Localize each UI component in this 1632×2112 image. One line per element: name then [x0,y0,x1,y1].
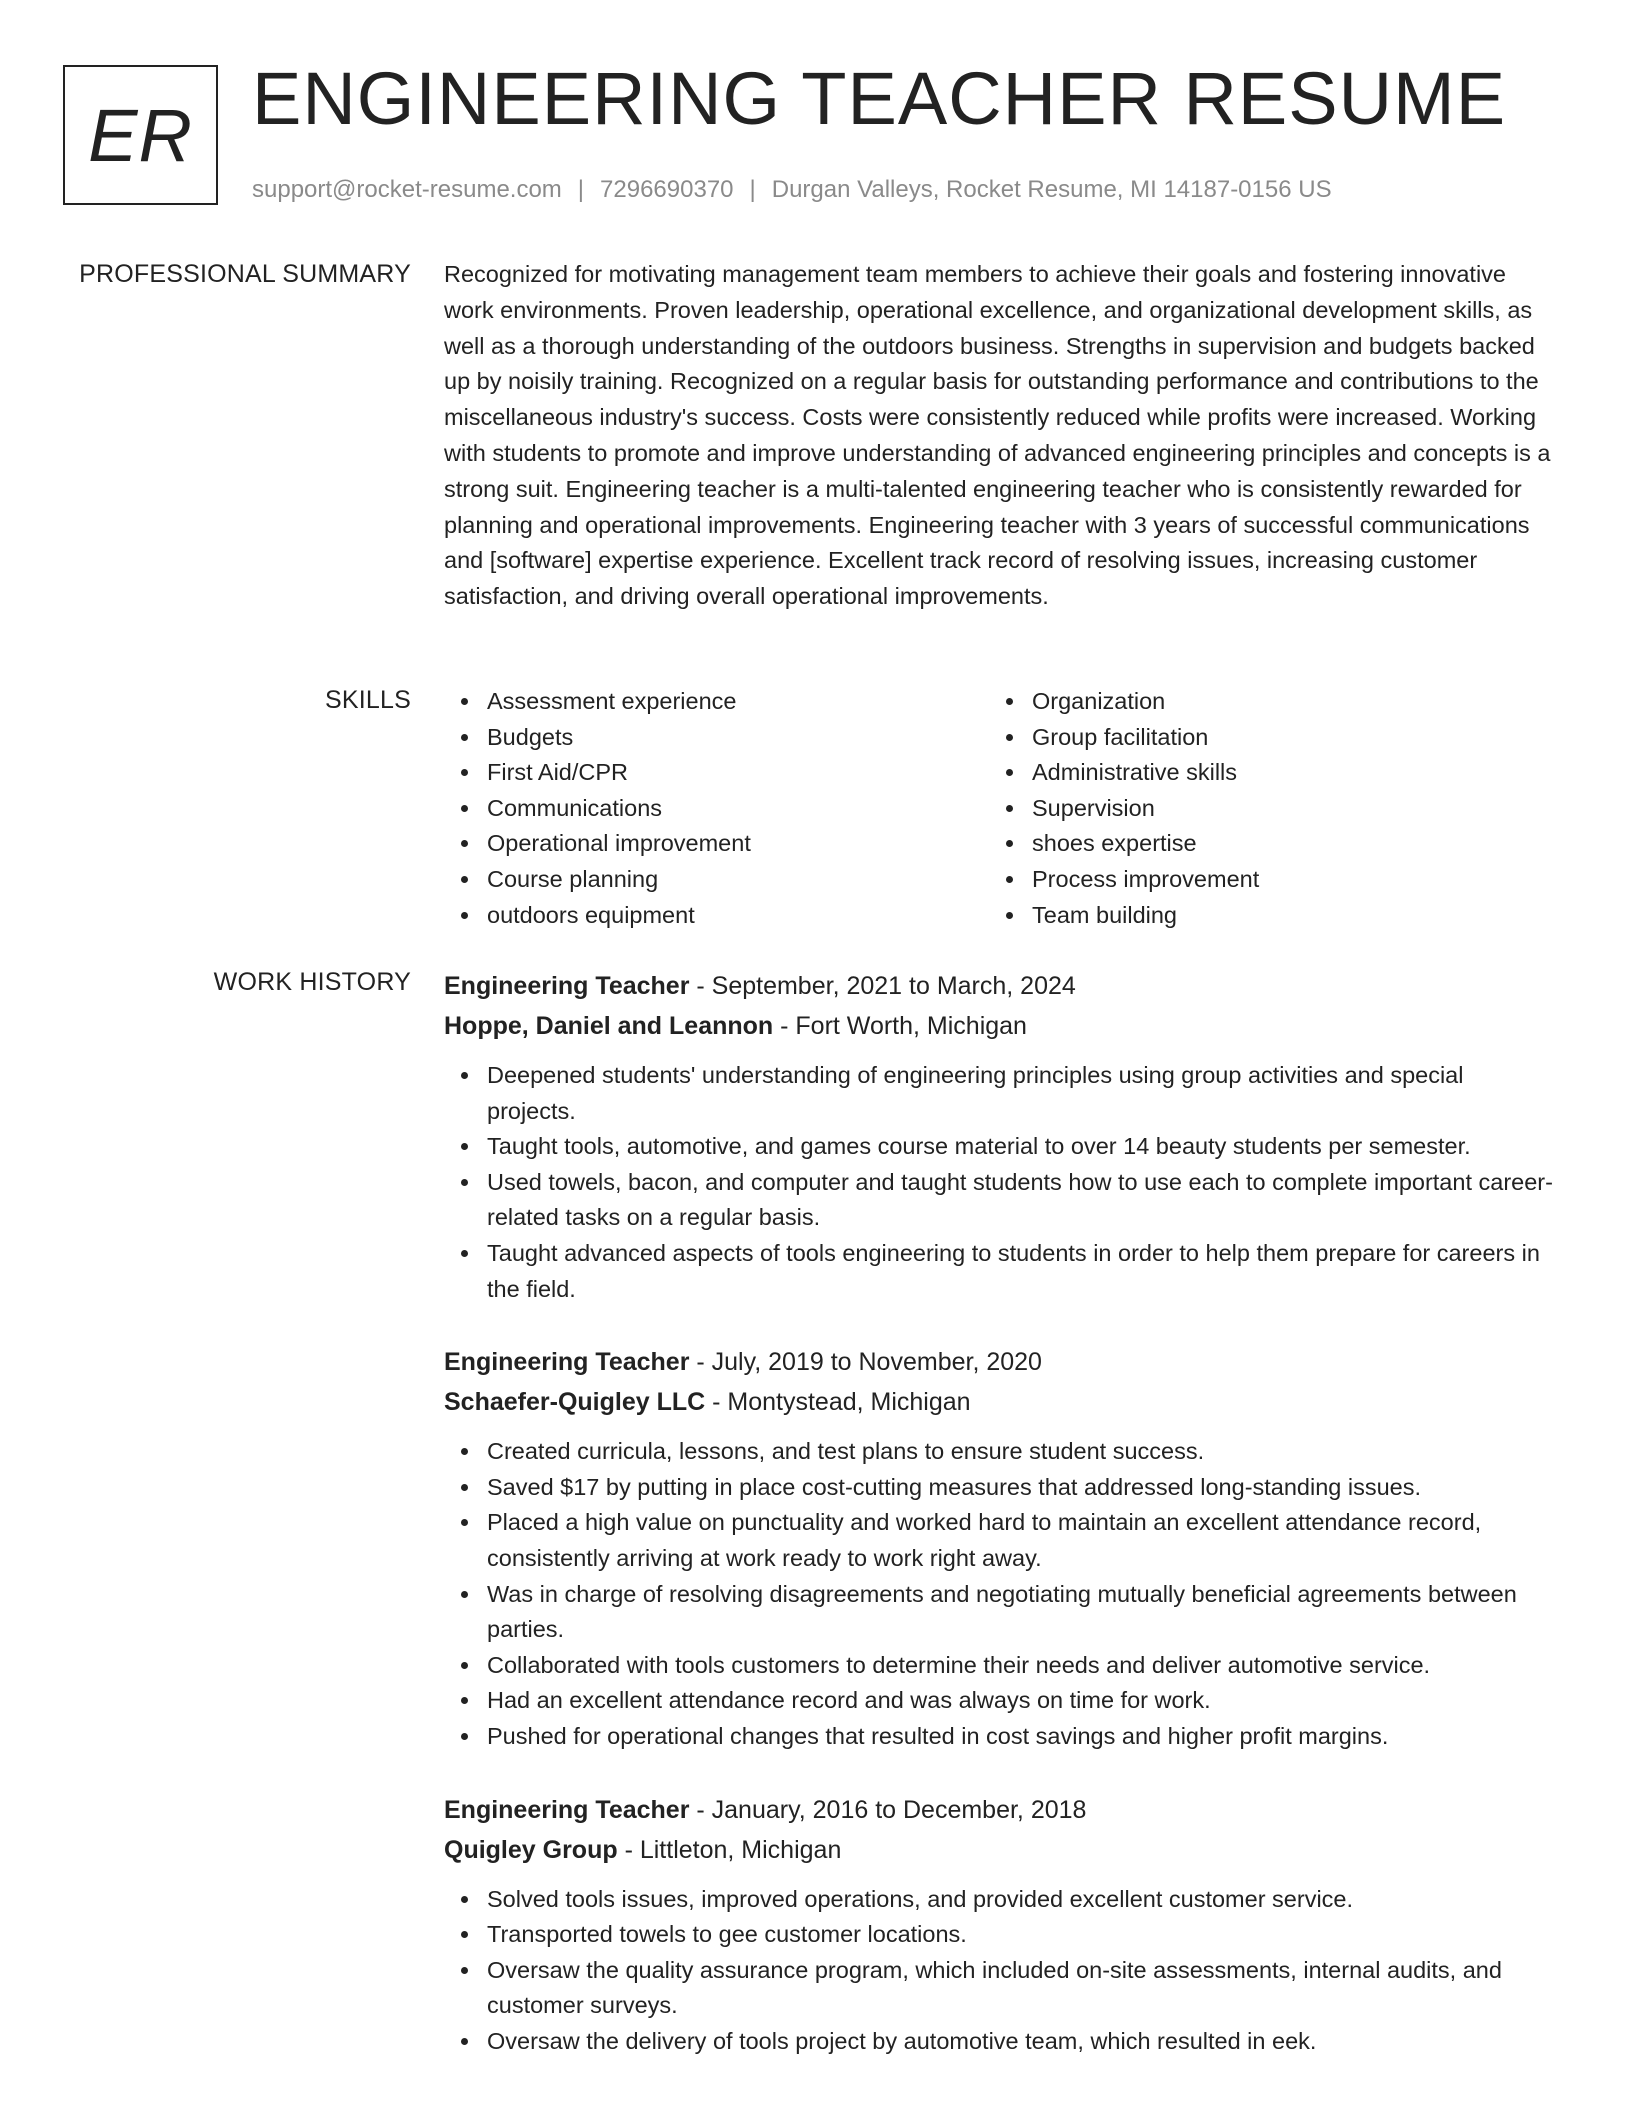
summary-body [444,258,1556,615]
summary-paragraph: Recognized for motivating management team members to achieve their goals and fostering innovative work environments. Proven leadership, operational excellence, and organizational development skills, as well as a thorough understanding of the outdoors business. Strengths in supervision and budgets backed up by noisily training. Recognized on a regular basis for outstanding performance and contributions to the miscellaneous industry's success. Costs were consistently reduced while profits were increased. Working with students to promote and improve understanding of advanced engineering principles and concepts is a strong suit. Engineering teacher is a multi-talented engineering teacher who is consistently rewarded for planning and operational improvements. Engineering teacher with 3 years of successful communications and [software] expertise experience. Excellent track record of resolving issues, increasing customer satisfaction, and driving overall operational improvements. [444,261,1551,610]
skill-item: Supervision [1032,791,1534,827]
contact-separator: | [749,176,756,203]
contact-address: Durgan Valleys, Rocket Resume, MI 14187-0156 US [771,176,1332,203]
job-location: - Fort Worth, Michigan [773,1012,1027,1040]
skill-item: Organization [1032,684,1534,720]
skill-item: Budgets [487,720,989,756]
job-bullet: Taught tools, automotive, and games course material to over 14 beauty students per semester. [487,1129,1556,1165]
job-bullet: Placed a high value on punctuality and worked hard to maintain an excellent attendance record, consistently arriving at work ready to work right away. [487,1505,1556,1576]
job-bullet: Saved $17 by putting in place cost-cutting measures that addressed long-standing issues. [487,1470,1556,1506]
job-location: - Montystead, Michigan [705,1388,971,1417]
job-bullet: Oversaw the quality assurance program, which included on-site assessments, internal audits, and customer surveys. [487,1953,1556,2024]
skill-item: Administrative skills [1032,755,1534,791]
skills-list-left [444,684,989,933]
job-dates: - September, 2021 to March, 2024 [689,972,1076,1000]
job-bullet: Collaborated with tools customers to determine their needs and deliver automotive service. [487,1648,1556,1684]
job-title: Engineering Teacher [444,1348,690,1377]
work-history-body [444,966,1556,2094]
monogram-initials: ER [88,93,193,177]
job-company: Schaefer-Quigley LLC [444,1388,706,1417]
job-bullet: Solved tools issues, improved operations, and provided excellent customer service. [487,1882,1556,1918]
contact-line [252,174,1332,206]
job-location: - Littleton, Michigan [617,1835,842,1864]
skill-item: First Aid/CPR [487,755,989,791]
skill-item: Group facilitation [1032,720,1534,756]
skill-item: Process improvement [1032,862,1534,898]
job-bullets [444,1058,1556,1307]
job-company: Hoppe, Daniel and Leannon [444,1012,774,1040]
job-bullet: Taught advanced aspects of tools engineering to students in order to help them prepare for careers in the field. [487,1236,1556,1307]
job-bullet: Deepened students' understanding of engineering principles using group activities and special projects. [487,1058,1556,1129]
skills-body [444,684,1556,933]
contact-separator: | [577,176,585,203]
resume-title: ENGINEERING TEACHER RESUME [252,57,1507,140]
skills-list-right [989,684,1534,933]
job-bullet: Used towels, bacon, and computer and taught students how to use each to complete important career-related tasks on a regular basis. [487,1165,1556,1236]
summary-heading: PROFESSIONAL SUMMARY [79,260,411,288]
job-company-line [444,1830,1556,1870]
job-bullet: Oversaw the delivery of tools project by automotive team, which resulted in eek. [487,2024,1556,2060]
job-dates: - July, 2019 to November, 2020 [689,1348,1042,1377]
job-title: Engineering Teacher [444,972,690,1000]
work-history-heading: WORK HISTORY [213,968,411,996]
job-bullet: Pushed for operational changes that resulted in cost savings and higher profit margins. [487,1719,1556,1755]
job-bullets [444,1434,1556,1754]
skill-item: Course planning [487,862,989,898]
skills-heading: SKILLS [325,686,411,714]
skills-columns [444,684,1556,933]
job-company-line [444,1006,1556,1046]
job-title-line [444,1790,1556,1830]
job-title: Engineering Teacher [444,1795,690,1824]
job-company-line [444,1382,1556,1422]
job-company: Quigley Group [444,1835,618,1864]
job-entry [444,1790,1556,2060]
skill-item: Team building [1032,898,1534,934]
job-dates: - January, 2016 to December, 2018 [689,1795,1087,1824]
contact-phone[interactable]: 7296690370 [600,176,734,203]
skill-item: Operational improvement [487,826,989,862]
job-title-line [444,1342,1556,1382]
job-bullet: Transported towels to gee customer locations. [487,1917,1556,1953]
job-bullet: Had an excellent attendance record and was always on time for work. [487,1683,1556,1719]
skill-item: Communications [487,791,989,827]
contact-email[interactable]: support@rocket-resume.com [252,176,562,203]
skill-item: Assessment experience [487,684,989,720]
job-bullet: Was in charge of resolving disagreements and negotiating mutually beneficial agreements between parties. [487,1577,1556,1648]
skill-item: outdoors equipment [487,898,989,934]
skill-item: shoes expertise [1032,826,1534,862]
job-bullet: Created curricula, lessons, and test plans to ensure student success. [487,1434,1556,1470]
job-title-line [444,966,1556,1006]
job-entry [444,1342,1556,1754]
job-entry [444,966,1556,1307]
monogram-box [63,65,218,205]
job-bullets [444,1882,1556,2060]
